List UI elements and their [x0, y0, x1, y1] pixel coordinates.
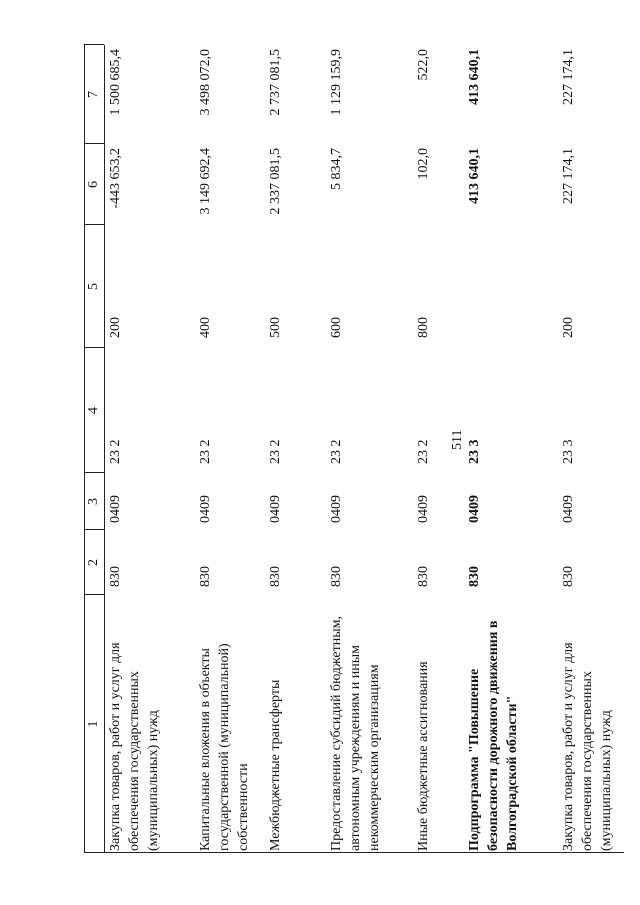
- row-value: 830: [108, 566, 123, 587]
- row-name: Закупка товаров, работ и услуг для обеспечения государственных (муниципальных) нужд: [561, 642, 614, 851]
- row-value: 830: [268, 566, 283, 587]
- row-value: 3 149 692,4: [198, 148, 213, 215]
- row-value: 522,0: [416, 49, 431, 81]
- row-value: 830: [198, 566, 213, 587]
- row-value: 0409: [198, 495, 213, 523]
- budget-table: [84, 45, 624, 853]
- row-value: 200: [561, 317, 576, 338]
- row-name: Капитальные вложения в объекты государственной (муниципальной) собственности: [198, 643, 251, 851]
- row-value: 23 2: [198, 439, 213, 464]
- row-value: 500: [268, 317, 283, 338]
- row-value: 0409: [416, 495, 431, 523]
- row-value: 800: [416, 317, 431, 338]
- row-value: 23 2: [329, 439, 344, 464]
- table-left-border: [84, 852, 624, 853]
- row-value: 0409: [561, 495, 576, 523]
- column-header: 2: [86, 559, 101, 566]
- row-value: 413 640,1: [467, 49, 482, 105]
- row-value: 0409: [108, 495, 123, 523]
- row-name: Межбюджетные трансферты: [268, 679, 283, 851]
- row-value: 227 174,1: [561, 148, 576, 204]
- row-value: 1 129 159,9: [329, 49, 344, 116]
- row-value: 2 737 081,5: [268, 49, 283, 116]
- row-value: 0409: [268, 495, 283, 523]
- row-value: 1 500 685,4: [108, 49, 123, 116]
- row-value: -443 653,2: [108, 148, 123, 209]
- row-value: 830: [416, 566, 431, 587]
- row-value: 413 640,1: [467, 148, 482, 204]
- row-value: 830: [467, 566, 482, 587]
- row-value: 830: [561, 566, 576, 587]
- row-value: 23 2: [108, 439, 123, 464]
- column-header: 4: [86, 407, 101, 414]
- row-name: Иные бюджетные ассигнования: [416, 661, 431, 851]
- row-value: 3 498 072,0: [198, 49, 213, 116]
- row-value: 227 174,1: [561, 49, 576, 105]
- row-value: 102,0: [416, 148, 431, 180]
- row-name: Закупка товаров, работ и услуг для обеспечения государственных (муниципальных) нужд: [108, 642, 161, 851]
- row-value: 23 2: [268, 439, 283, 464]
- page-number: 511: [450, 429, 465, 450]
- column-header: 7: [86, 91, 101, 98]
- row-value: 200: [108, 317, 123, 338]
- row-value: 0409: [467, 495, 482, 523]
- header-bottom-border: [104, 45, 105, 853]
- row-name: Подпрограмма "Повышение безопасности дорожного движения в Волгоградской области": [467, 620, 520, 851]
- row-value: 2 337 081,5: [268, 148, 283, 215]
- table-top-border: [84, 45, 85, 853]
- row-value: 600: [329, 317, 344, 338]
- row-value: 23 3: [467, 439, 482, 464]
- row-value: 5 834,7: [329, 148, 344, 190]
- row-value: 23 2: [416, 439, 431, 464]
- row-value: 830: [329, 566, 344, 587]
- row-name: Предоставление субсидий бюджетным, автономным учреждениям и иным некоммерческим организациям: [329, 615, 382, 851]
- column-header: 1: [86, 720, 101, 728]
- column-header: 5: [86, 283, 101, 290]
- row-value: 23 3: [561, 439, 576, 464]
- column-header: 3: [86, 498, 101, 505]
- row-value: 400: [198, 317, 213, 338]
- column-header: 6: [86, 181, 101, 188]
- row-value: 0409: [329, 495, 344, 523]
